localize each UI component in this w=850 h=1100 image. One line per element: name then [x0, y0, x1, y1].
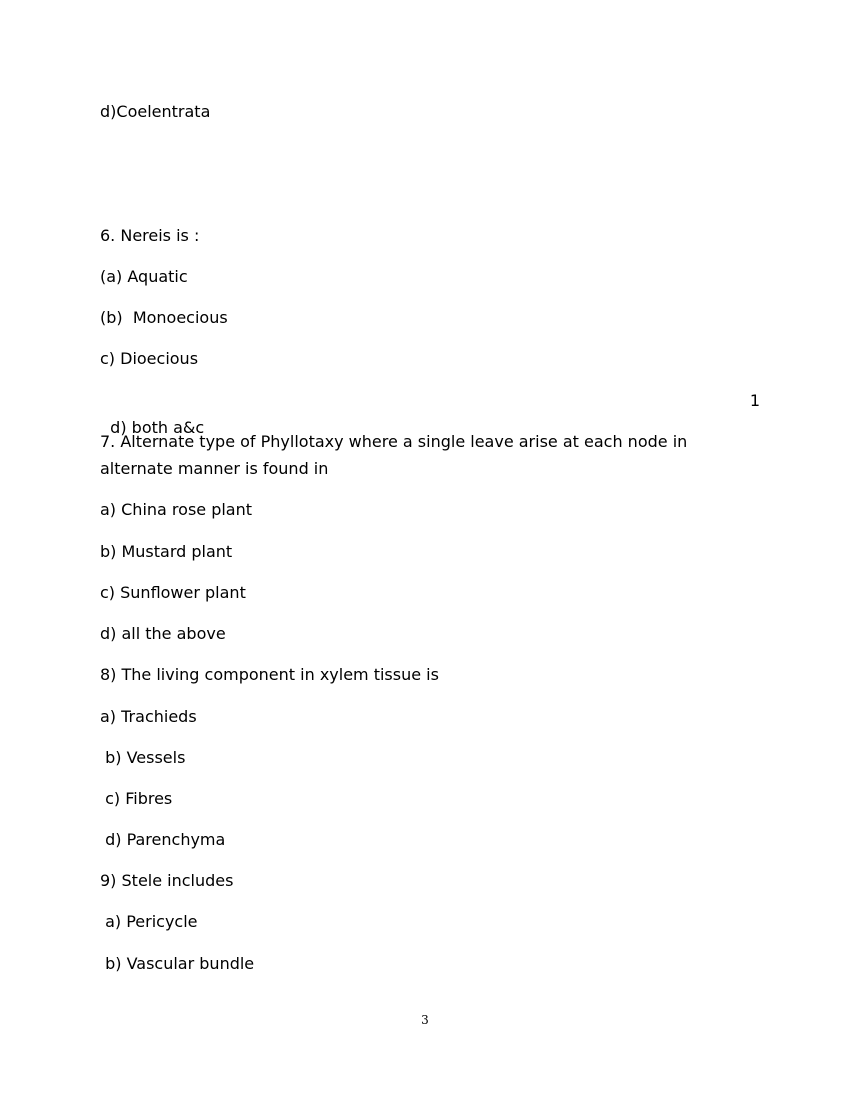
question-7-option-b: b) Mustard plant: [100, 542, 233, 561]
question-8-option-d: d) Parenchyma: [100, 830, 226, 849]
question-9-option-a: a) Pericycle: [100, 912, 198, 931]
question-8-option-b: b) Vessels: [100, 748, 186, 767]
question-7: 7. Alternate type of Phyllotaxy where a single leave arise at each node in alternate manner is found in: [100, 432, 688, 478]
question-6-option-b: (b) Monoecious: [100, 308, 228, 327]
option-d-coelentrata: d)Coelentrata: [100, 102, 211, 121]
question-7-option-c: c) Sunflower plant: [100, 583, 246, 602]
question-8: 8) The living component in xylem tissue is: [100, 665, 439, 684]
question-7-option-d: d) all the above: [100, 624, 226, 643]
page-number: 3: [421, 1013, 429, 1027]
question-8-option-c: c) Fibres: [100, 789, 173, 808]
question-8-option-a: a) Trachieds: [100, 707, 197, 726]
question-9: 9) Stele includes: [100, 871, 234, 890]
question-6-option-c: c) Dioecious: [100, 349, 199, 368]
question-9-option-b: b) Vascular bundle: [100, 954, 255, 973]
question-6-option-d: d) both a&c: [110, 418, 205, 437]
question-6-marks: 1: [749, 391, 760, 410]
question-6: 6. Nereis is :: [100, 226, 200, 245]
question-6-option-a: (a) Aquatic: [100, 267, 188, 286]
question-7-option-a: a) China rose plant: [100, 500, 253, 519]
